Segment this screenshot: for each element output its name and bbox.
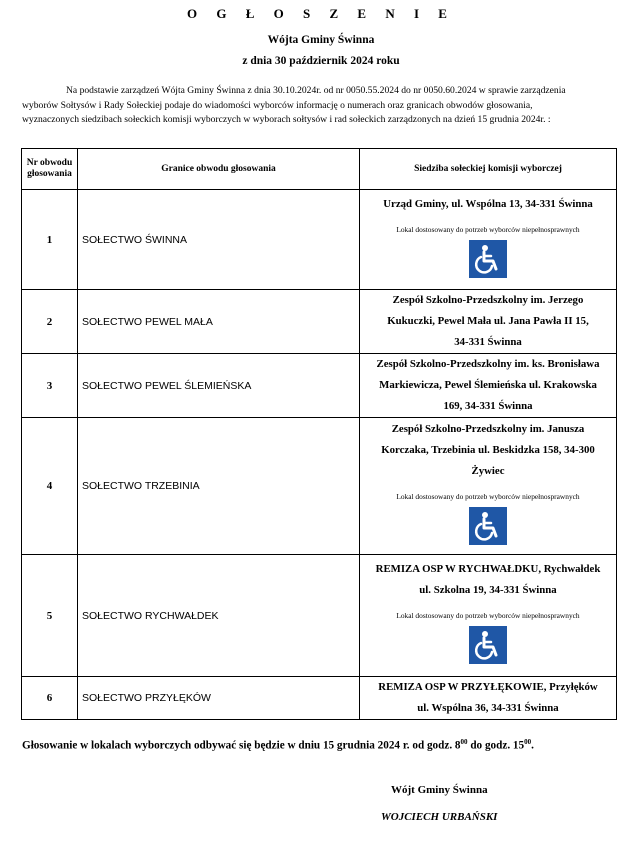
district-name: SOŁECTWO PEWEL MAŁA [78, 290, 360, 354]
commission-seat [360, 290, 617, 354]
district-number: 6 [22, 677, 78, 720]
voting-end-minutes: 00 [524, 738, 532, 746]
intro-line: wyborów Sołtysów i Rady Sołeckiej podaje do wiadomości wyborców informację o numerach oraz granicach obwodów głosowania, [22, 99, 533, 111]
district-number: 2 [22, 290, 78, 354]
commission-seat [360, 555, 617, 677]
seat-address [366, 559, 610, 601]
seat-address-line: Markiewicza, Pewel Ślemieńska ul. Krakowska [379, 379, 597, 391]
table-row [22, 677, 617, 720]
seat-address [366, 290, 610, 353]
seat-address-line: 34-331 Świnna [454, 336, 522, 348]
seat-address-line: Żywiec [471, 465, 505, 477]
commission-seat [360, 418, 617, 555]
district-name: SOŁECTWO RYCHWAŁDEK [78, 555, 360, 677]
seat-address-line: REMIZA OSP W PRZYŁĘKOWIE, Przyłęków [378, 681, 598, 693]
seat-address-line: Kukuczki, Pewel Mała ul. Jana Pawła II 15, [387, 315, 589, 327]
table-row [22, 354, 617, 418]
intro-paragraph [22, 84, 622, 128]
seat-address-line: Zespół Szkolno-Przedszkolny im. Jerzego [392, 294, 584, 306]
intro-line: Na podstawie zarządzeń Wójta Gminy Świnna z dnia 30.10.2024r. od nr 0050.55.2024 do nr 0050.60.2024 w sprawie zarządzenia [66, 85, 566, 96]
voting-text: Głosowanie w lokalach wyborczych odbywać się będzie w dniu 15 grudnia 2024 r. od godz. 8 [22, 739, 461, 752]
wheelchair-icon [469, 626, 507, 664]
accessibility-note: Lokal dostosowany do potrzeb wyborców niepełnosprawnych [396, 611, 580, 620]
voting-start-minutes: 00 [460, 738, 468, 746]
seat-address-line: Zespół Szkolno-Przedszkolny im. ks. Bronisława [376, 358, 600, 370]
column-header-seat: Siedziba sołeckiej komisji wyborczej [360, 149, 617, 190]
seat-address [366, 419, 610, 482]
district-name: SOŁECTWO PRZYŁĘKÓW [78, 677, 360, 720]
voting-districts-table [21, 148, 617, 720]
intro-line: wyznaczonych siedzibach sołeckich komisji wyborczych w wyborach sołtysów i rad sołeckich zarządzonych na dzień 15 grudnia 2024r. : [22, 114, 551, 125]
table-header-row [22, 149, 617, 190]
voting-hours-notice [22, 738, 622, 752]
district-number: 5 [22, 555, 78, 677]
seat-address [366, 194, 610, 215]
column-header-number [22, 149, 78, 190]
accessibility-note: Lokal dostosowany do potrzeb wyborców niepełnosprawnych [396, 492, 580, 501]
accessibility-note: Lokal dostosowany do potrzeb wyborców niepełnosprawnych [396, 224, 580, 234]
seat-address-line: 169, 34-331 Świnna [443, 400, 533, 412]
table-body [22, 190, 617, 720]
seat-address-line: Zespół Szkolno-Przedszkolny im. Janusza [391, 423, 585, 435]
district-name: SOŁECTWO TRZEBINIA [78, 418, 360, 555]
page-title: O G Ł O S Z E N I E [187, 6, 455, 21]
seat-address-line: REMIZA OSP W RYCHWAŁDKU, Rychwałdek [375, 563, 601, 575]
district-number: 1 [22, 190, 78, 290]
signature-role: Wójt Gminy Świnna [391, 784, 488, 796]
column-header-number-line: głosowania [27, 169, 72, 179]
voting-text: . [531, 739, 534, 752]
seat-address-line: ul. Szkolna 19, 34-331 Świnna [419, 584, 557, 596]
seat-address [366, 354, 610, 417]
signature-name: WOJCIECH URBAŃSKI [381, 811, 498, 823]
seat-address-line: ul. Wspólna 36, 34-331 Świnna [417, 702, 559, 714]
wheelchair-icon [469, 240, 507, 278]
voting-text: do godz. 15 [467, 739, 525, 752]
district-name: SOŁECTWO ŚWINNA [78, 190, 360, 290]
table-row [22, 290, 617, 354]
column-header-borders: Granice obwodu głosowania [78, 149, 360, 190]
seat-address [366, 677, 610, 719]
issuer-line: Wójta Gminy Świnna [267, 34, 375, 46]
seat-address-line: Korczaka, Trzebinia ul. Beskidzka 158, 34-300 [381, 444, 595, 456]
commission-seat [360, 190, 617, 290]
date-line: z dnia 30 październik 2024 roku [242, 55, 400, 67]
table-row [22, 190, 617, 290]
table-row [22, 555, 617, 677]
commission-seat [360, 677, 617, 720]
wheelchair-icon [469, 507, 507, 545]
district-name: SOŁECTWO PEWEL ŚLEMIEŃSKA [78, 354, 360, 418]
column-header-number-line: Nr obwodu [26, 158, 73, 168]
commission-seat [360, 354, 617, 418]
district-number: 4 [22, 418, 78, 555]
seat-address-line: Urząd Gminy, ul. Wspólna 13, 34-331 Świnna [383, 197, 593, 210]
district-number: 3 [22, 354, 78, 418]
table-row [22, 418, 617, 555]
